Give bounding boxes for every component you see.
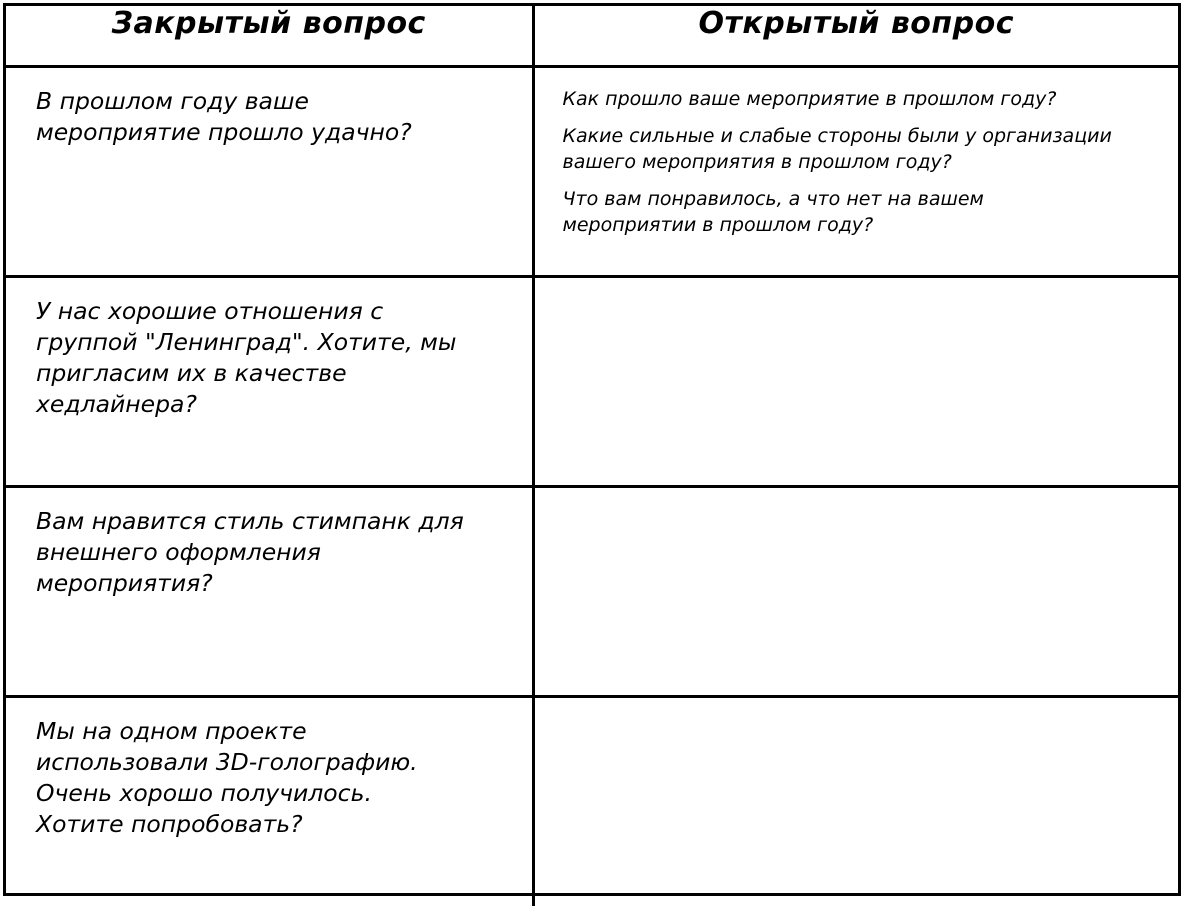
closed-question-text: Вам нравится стиль стимпанк для внешнего оформления мероприятия? [36,506,464,597]
open-question-text: Что вам понравилось, а что нет на вашем мероприятии в прошлом году? [562,187,984,236]
closed-question-text: В прошлом году ваше мероприятие прошло удачно? [36,86,412,146]
open-question-text: Какие сильные и слабые стороны были у организации вашего мероприятия в прошлом году? [562,124,1112,173]
table-row [6,696,1178,906]
table-row [6,276,1178,486]
closed-question-cell [6,486,533,696]
header-closed-question: Закрытый вопрос [6,6,533,66]
header-open-question: Открытый вопрос [533,6,1178,66]
table-row [6,486,1178,696]
open-question-text: Как прошло ваше мероприятие в прошлом году? [562,87,1057,110]
table-header-row [6,6,1178,66]
question-comparison-sheet [3,3,1181,896]
closed-question-cell [6,696,533,906]
closed-question-cell [6,66,533,276]
open-question-cell-empty [533,486,1178,696]
question-comparison-table [6,6,1178,906]
open-question-cell [533,66,1178,276]
open-question-cell-empty [533,276,1178,486]
closed-question-text: У нас хорошие отношения с группой "Ленинград". Хотите, мы пригласим их в качестве хедлайнера? [36,296,457,418]
closed-question-text: Мы на одном проекте использовали 3D-голографию. Очень хорошо получилось. Хотите попробовать? [36,716,418,838]
closed-question-cell [6,276,533,486]
open-question-cell-empty [533,696,1178,906]
table-row [6,66,1178,276]
